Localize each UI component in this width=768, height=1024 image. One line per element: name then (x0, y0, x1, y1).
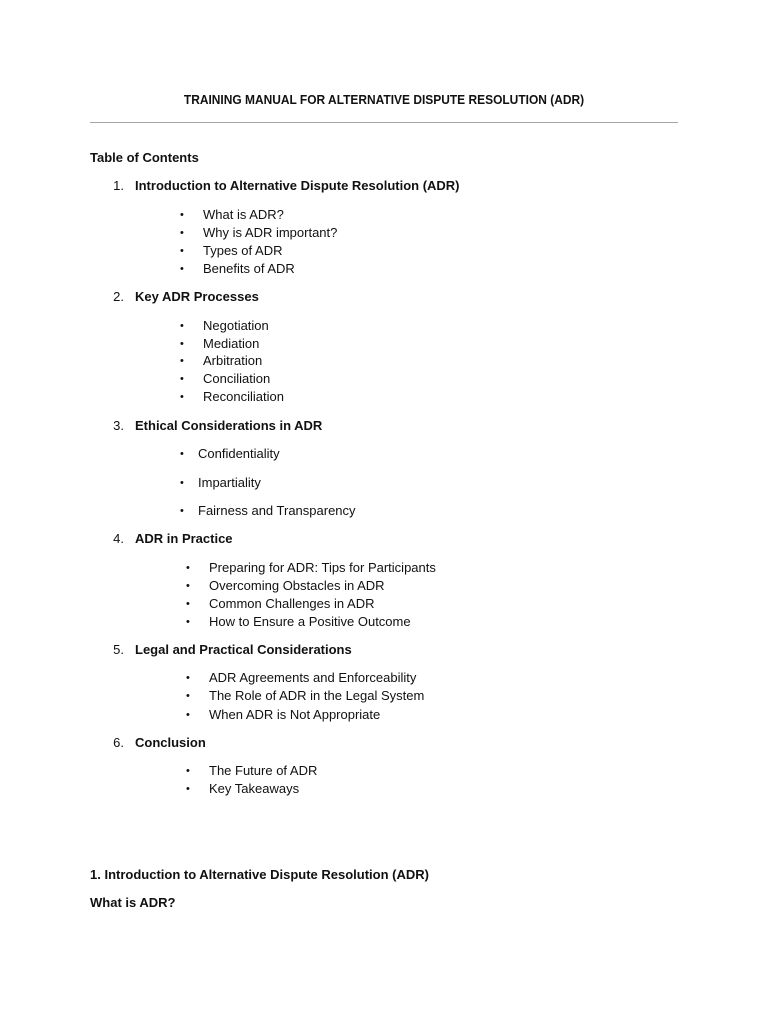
toc-section-title: ADR in Practice (135, 531, 233, 546)
bullet-icon: • (180, 391, 184, 403)
document-title: TRAINING MANUAL FOR ALTERNATIVE DISPUTE RESOLUTION (ADR) (183, 92, 585, 107)
toc-section-title: Key ADR Processes (135, 289, 259, 304)
title-divider (90, 122, 678, 123)
toc-list-item: Why is ADR important? (203, 225, 338, 240)
bullet-icon: • (180, 338, 184, 350)
toc-section-number: 5. (113, 642, 124, 657)
toc-section-title: Legal and Practical Considerations (135, 642, 352, 657)
bullet-icon: • (180, 227, 184, 239)
toc-list-item: Common Challenges in ADR (209, 596, 375, 611)
bullet-icon: • (180, 355, 184, 367)
toc-list-item: Conciliation (203, 371, 271, 386)
bullet-icon: • (180, 320, 184, 332)
toc-section-number: 4. (113, 531, 124, 546)
toc-heading: Table of Contents (90, 150, 199, 165)
toc-list-item: Reconciliation (203, 389, 284, 404)
bullet-icon: • (180, 448, 184, 460)
toc-list-item: Impartiality (198, 475, 261, 490)
toc-section-number: 1. (113, 178, 124, 193)
toc-section-title: Introduction to Alternative Dispute Resolution (ADR) (135, 178, 460, 193)
bullet-icon: • (186, 580, 190, 592)
toc-list-item: What is ADR? (203, 207, 284, 222)
toc-list-item: Mediation (203, 336, 260, 351)
toc-list-item: The Role of ADR in the Legal System (209, 688, 425, 703)
toc-list-item: Fairness and Transparency (198, 503, 356, 518)
toc-list-item: When ADR is Not Appropriate (209, 707, 381, 722)
bullet-icon: • (186, 562, 190, 574)
bullet-icon: • (186, 783, 190, 795)
toc-list-item: Preparing for ADR: Tips for Participants (209, 560, 436, 575)
toc-list-item: ADR Agreements and Enforceability (209, 670, 417, 685)
toc-list-item: How to Ensure a Positive Outcome (209, 614, 411, 629)
bullet-icon: • (180, 477, 184, 489)
bullet-icon: • (180, 263, 184, 275)
bullet-icon: • (186, 598, 190, 610)
toc-list-item: Types of ADR (203, 243, 283, 258)
toc-list-item: The Future of ADR (209, 763, 318, 778)
toc-list-item: Confidentiality (198, 446, 280, 461)
bullet-icon: • (186, 690, 190, 702)
toc-section-number: 3. (113, 418, 124, 433)
toc-section-title: Conclusion (135, 735, 206, 750)
bullet-icon: • (186, 709, 190, 721)
body-section-heading: 1. Introduction to Alternative Dispute Resolution (ADR) (90, 867, 429, 882)
bullet-icon: • (186, 616, 190, 628)
bullet-icon: • (186, 672, 190, 684)
bullet-icon: • (180, 373, 184, 385)
toc-list-item: Negotiation (203, 318, 269, 333)
toc-section-number: 2. (113, 289, 124, 304)
toc-section-number: 6. (113, 735, 124, 750)
toc-list-item: Overcoming Obstacles in ADR (209, 578, 385, 593)
toc-list-item: Arbitration (203, 353, 263, 368)
bullet-icon: • (180, 505, 184, 517)
toc-list-item: Key Takeaways (209, 781, 300, 796)
bullet-icon: • (180, 209, 184, 221)
bullet-icon: • (180, 245, 184, 257)
bullet-icon: • (186, 765, 190, 777)
body-subheading: What is ADR? (90, 895, 176, 910)
toc-section-title: Ethical Considerations in ADR (135, 418, 323, 433)
toc-list-item: Benefits of ADR (203, 261, 295, 276)
